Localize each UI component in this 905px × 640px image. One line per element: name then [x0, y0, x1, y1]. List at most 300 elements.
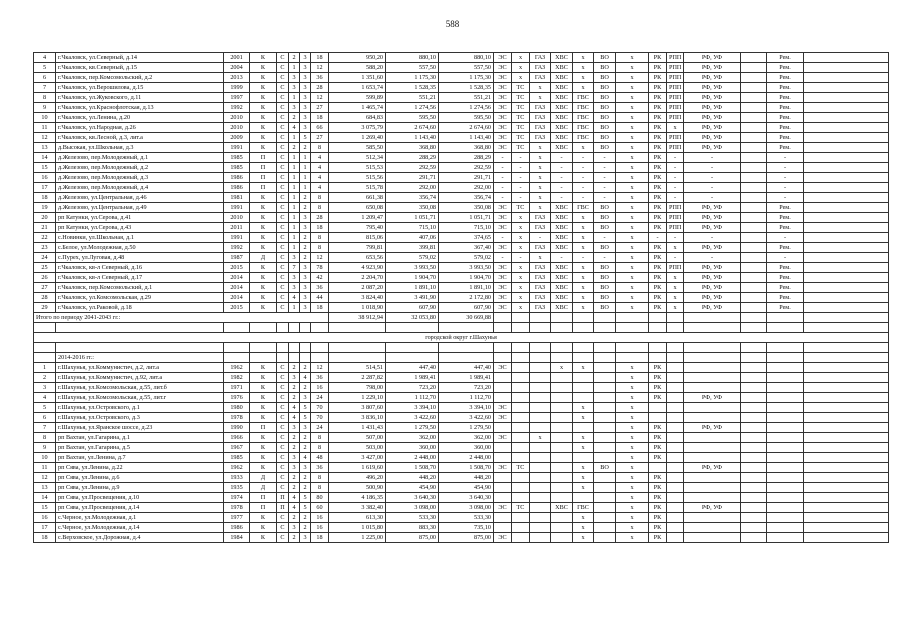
cell-sewer: ВО — [594, 113, 616, 123]
cell-cold-water: ХВС — [551, 233, 573, 243]
cell-apartments: 28 — [311, 83, 329, 93]
cell-sewer: ВО — [594, 243, 616, 253]
cell-wall-material: К — [250, 393, 277, 403]
cell-cold-water: - — [551, 193, 573, 203]
cell-waste: х — [616, 133, 649, 143]
cell-roof-type: С — [277, 443, 289, 453]
cell-cold-water — [551, 533, 573, 543]
cell-works-b: РФ, УФ — [684, 263, 741, 273]
cell-works-b: - — [684, 153, 741, 163]
cell-repair-type: РК — [649, 283, 667, 293]
cell-status — [767, 533, 804, 543]
cell-cold-water: ХВС — [551, 203, 573, 213]
cell-floors: 4 — [300, 373, 311, 383]
cell-address: рп Сява, ул.Просвещения, д.10 — [56, 493, 224, 503]
cell-works-a: РПП — [667, 113, 684, 123]
cell-roof-type: С — [277, 523, 289, 533]
cell-area-total: 500,90 — [329, 483, 386, 493]
cell-floors: 3 — [300, 263, 311, 273]
cell-floors: 3 — [300, 73, 311, 83]
cell-heat: ТС — [512, 113, 530, 123]
cell-gas — [530, 413, 551, 423]
cell-floors: 5 — [300, 493, 311, 503]
cell-gas: ГАЗ — [530, 293, 551, 303]
cell-heat: х — [512, 283, 530, 293]
cell-area-total: 512,34 — [329, 153, 386, 163]
cell-elec — [494, 453, 512, 463]
cell-waste: х — [616, 283, 649, 293]
cell-address: с.Новинки, ул.Школьная, д.1 — [56, 233, 224, 243]
cell-heat — [512, 483, 530, 493]
cell-elec: - — [494, 253, 512, 263]
cell-entrances: 7 — [289, 263, 300, 273]
cell-heat: х — [512, 293, 530, 303]
cell-heat — [512, 443, 530, 453]
cell-roof-type: С — [277, 533, 289, 543]
cell-works-a: РПП — [667, 73, 684, 83]
cell-year-built: 2014 — [224, 273, 250, 283]
cell-repair-type: РК — [649, 383, 667, 393]
cell-cold-water — [551, 443, 573, 453]
cell-note — [804, 143, 889, 153]
cell-wall-material: К — [250, 243, 277, 253]
cell-status: - — [767, 233, 804, 243]
cell-heat: ТС — [512, 93, 530, 103]
cell-hot-water: х — [573, 263, 594, 273]
cell-works-c — [741, 243, 767, 253]
cell-works-c — [741, 263, 767, 273]
cell-floors: 3 — [300, 103, 311, 113]
cell-sewer — [594, 533, 616, 543]
cell-area-residential: 1 112,70 — [439, 393, 494, 403]
table-row — [34, 53, 889, 63]
cell-year-built: 1991 — [224, 143, 250, 153]
cell-elec: ЭС — [494, 293, 512, 303]
cell-waste: х — [616, 93, 649, 103]
cell-entrances: 1 — [289, 243, 300, 253]
cell-works-a — [667, 463, 684, 473]
cell-works-c — [741, 183, 767, 193]
cell-heat — [512, 393, 530, 403]
cell-works-a — [667, 453, 684, 463]
cell-works-a: РПП — [667, 213, 684, 223]
cell-area-residential: 368,80 — [439, 143, 494, 153]
cell-elec: ЭС — [494, 73, 512, 83]
cell-elec: ЭС — [494, 113, 512, 123]
cell-area-living: 551,21 — [386, 93, 439, 103]
cell-cold-water: ХВС — [551, 103, 573, 113]
cell-entrances: 4 — [289, 123, 300, 133]
cell-heat — [512, 423, 530, 433]
cell-row-number: 20 — [34, 213, 56, 223]
cell-cold-water: ХВС — [551, 223, 573, 233]
cell-works-a: - — [667, 163, 684, 173]
cell-hot-water: х — [573, 273, 594, 283]
cell-entrances: 1 — [289, 213, 300, 223]
cell-heat: - — [512, 153, 530, 163]
cell-address: д.Железово, пер.Молодежный, д.3 — [56, 173, 224, 183]
cell-note — [804, 293, 889, 303]
cell-row-number: 11 — [34, 463, 56, 473]
cell-elec — [494, 473, 512, 483]
cell-floors: 5 — [300, 503, 311, 513]
cell-repair-type: РК — [649, 183, 667, 193]
cell-cold-water: ХВС — [551, 263, 573, 273]
cell-note — [804, 393, 889, 403]
cell-works-b: РФ, УФ — [684, 213, 741, 223]
cell-row-number: 21 — [34, 223, 56, 233]
cell-floors: 2 — [300, 203, 311, 213]
cell-note — [804, 53, 889, 63]
cell-cold-water — [551, 413, 573, 423]
cell-elec — [494, 393, 512, 403]
cell-works-c — [741, 393, 767, 403]
cell-area-total: 2 204,70 — [329, 273, 386, 283]
cell-sewer — [594, 453, 616, 463]
cell-address: с.Верховское, ул.Дорожная, д.4 — [56, 533, 224, 543]
cell-sewer — [594, 383, 616, 393]
cell-note — [804, 113, 889, 123]
cell-works-b — [684, 533, 741, 543]
cell-apartments: 42 — [311, 273, 329, 283]
cell-apartments: 66 — [311, 123, 329, 133]
cell-repair-type: РК — [649, 473, 667, 483]
cell-year-built: 1978 — [224, 503, 250, 513]
cell-floors: 3 — [300, 93, 311, 103]
cell-year-built: 1976 — [224, 393, 250, 403]
cell-elec — [494, 383, 512, 393]
cell-area-living: 3 422,60 — [386, 413, 439, 423]
cell-wall-material: К — [250, 533, 277, 543]
cell-heat: х — [512, 53, 530, 63]
cell-note — [804, 213, 889, 223]
cell-gas: ГАЗ — [530, 303, 551, 313]
cell-heat — [512, 473, 530, 483]
cell-entrances: 2 — [289, 393, 300, 403]
cell-sewer — [594, 523, 616, 533]
cell-apartments: 8 — [311, 203, 329, 213]
table-row — [34, 243, 889, 253]
cell-area-residential: 715,10 — [439, 223, 494, 233]
cell-address: г.Шахунья, ул.Островского, д.1 — [56, 403, 224, 413]
cell-status: Рем. — [767, 243, 804, 253]
cell-floors: 1 — [300, 183, 311, 193]
cell-wall-material: К — [250, 463, 277, 473]
cell-entrances: 2 — [289, 113, 300, 123]
cell-elec — [494, 423, 512, 433]
cell-note — [804, 273, 889, 283]
cell-row-number: 7 — [34, 423, 56, 433]
subtotal-label: Итого по периоду 2041-2043 гг.: — [34, 313, 329, 323]
cell-area-living: 1 112,70 — [386, 393, 439, 403]
cell-repair-type: РК — [649, 83, 667, 93]
cell-floors: 2 — [300, 483, 311, 493]
cell-area-living: 292,00 — [386, 183, 439, 193]
cell-sewer: - — [594, 173, 616, 183]
cell-elec: ЭС — [494, 413, 512, 423]
cell-repair-type: РК — [649, 123, 667, 133]
cell-repair-type: РК — [649, 513, 667, 523]
cell-waste: х — [616, 523, 649, 533]
table-row — [34, 293, 889, 303]
cell-waste: х — [616, 413, 649, 423]
cell-roof-type: С — [277, 243, 289, 253]
cell-sewer: - — [594, 163, 616, 173]
cell-status: - — [767, 163, 804, 173]
cell-entrances: 4 — [289, 293, 300, 303]
cell-row-number: 12 — [34, 133, 56, 143]
cell-row-number: 15 — [34, 503, 56, 513]
cell-apartments: 36 — [311, 463, 329, 473]
cell-works-a: х — [667, 243, 684, 253]
cell-wall-material: К — [250, 373, 277, 383]
cell-note — [804, 183, 889, 193]
cell-cold-water — [551, 393, 573, 403]
cell-works-c — [741, 153, 767, 163]
cell-works-c — [741, 293, 767, 303]
cell-area-living: 447,40 — [386, 363, 439, 373]
cell-year-built: 1991 — [224, 233, 250, 243]
cell-wall-material: К — [250, 523, 277, 533]
cell-waste: х — [616, 163, 649, 173]
cell-waste: х — [616, 303, 649, 313]
cell-year-built: 1990 — [224, 423, 250, 433]
cell-area-total: 507,00 — [329, 433, 386, 443]
cell-entrances: 1 — [289, 93, 300, 103]
cell-year-built: 1991 — [224, 203, 250, 213]
cell-repair-type: РК — [649, 53, 667, 63]
cell-area-residential: 1 279,50 — [439, 423, 494, 433]
cell-sewer — [594, 423, 616, 433]
cell-works-b — [684, 373, 741, 383]
cell-works-a: РПП — [667, 133, 684, 143]
cell-sewer — [594, 363, 616, 373]
cell-gas: х — [530, 203, 551, 213]
cell-year-built: 1978 — [224, 413, 250, 423]
cell-address: г.Шахунья, ул.Комсомольская, д.55, лит.г — [56, 393, 224, 403]
cell-status — [767, 443, 804, 453]
cell-waste: х — [616, 473, 649, 483]
cell-area-residential: 356,74 — [439, 193, 494, 203]
blank-row — [34, 323, 889, 333]
cell-works-a: РПП — [667, 63, 684, 73]
cell-year-built: 2014 — [224, 283, 250, 293]
cell-year-built: 2004 — [224, 63, 250, 73]
cell-area-residential: 292,59 — [439, 163, 494, 173]
cell-floors: 3 — [300, 273, 311, 283]
cell-sewer: ВО — [594, 53, 616, 63]
cell-entrances: 2 — [289, 433, 300, 443]
cell-area-total: 795,40 — [329, 223, 386, 233]
cell-note — [804, 283, 889, 293]
cell-elec: ЭС — [494, 223, 512, 233]
cell-heat: х — [512, 213, 530, 223]
cell-year-built: 2010 — [224, 113, 250, 123]
cell-floors: 3 — [300, 53, 311, 63]
cell-hot-water: х — [573, 533, 594, 543]
cell-heat — [512, 533, 530, 543]
cell-heat: х — [512, 243, 530, 253]
cell-works-b: РФ, УФ — [684, 133, 741, 143]
cell-note — [804, 413, 889, 423]
cell-note — [804, 83, 889, 93]
cell-wall-material: К — [250, 193, 277, 203]
cell-gas — [530, 443, 551, 453]
cell-area-living: 2 674,60 — [386, 123, 439, 133]
cell-repair-type — [649, 403, 667, 413]
cell-wall-material: К — [250, 403, 277, 413]
cell-row-number: 11 — [34, 123, 56, 133]
cell-works-c — [741, 423, 767, 433]
cell-works-a — [667, 403, 684, 413]
cell-cold-water — [551, 473, 573, 483]
cell-gas: х — [530, 163, 551, 173]
cell-row-number: 13 — [34, 483, 56, 493]
cell-floors: 2 — [300, 443, 311, 453]
cell-gas — [530, 513, 551, 523]
cell-roof-type: С — [277, 513, 289, 523]
cell-status: - — [767, 253, 804, 263]
cell-works-c — [741, 523, 767, 533]
cell-address: рп Катунки, ул.Серова, д.41 — [56, 213, 224, 223]
cell-sewer: - — [594, 153, 616, 163]
cell-hot-water — [573, 383, 594, 393]
cell-year-built: 1962 — [224, 463, 250, 473]
cell-repair-type: РК — [649, 293, 667, 303]
cell-repair-type: РК — [649, 443, 667, 453]
cell-sewer: - — [594, 183, 616, 193]
cell-works-c — [741, 533, 767, 543]
cell-area-total: 4 923,90 — [329, 263, 386, 273]
cell-waste: х — [616, 273, 649, 283]
cell-wall-material: К — [250, 363, 277, 373]
table-row — [34, 433, 889, 443]
cell-gas: ГАЗ — [530, 123, 551, 133]
cell-repair-type: РК — [649, 263, 667, 273]
cell-status: Рем. — [767, 143, 804, 153]
cell-waste: х — [616, 223, 649, 233]
cell-works-a: - — [667, 193, 684, 203]
cell-apartments: 36 — [311, 73, 329, 83]
cell-elec: ЭС — [494, 303, 512, 313]
cell-address: г.Шахунья, ул.Островского, д.3 — [56, 413, 224, 423]
cell-gas — [530, 393, 551, 403]
cell-hot-water — [573, 423, 594, 433]
cell-area-living: 883,30 — [386, 523, 439, 533]
cell-note — [804, 223, 889, 233]
cell-heat: ТС — [512, 463, 530, 473]
cell-area-living: 350,08 — [386, 203, 439, 213]
cell-heat — [512, 513, 530, 523]
cell-works-c — [741, 513, 767, 523]
cell-status: Рем. — [767, 303, 804, 313]
cell-works-c — [741, 233, 767, 243]
cell-roof-type: С — [277, 453, 289, 463]
cell-elec: ЭС — [494, 123, 512, 133]
cell-status — [767, 473, 804, 483]
cell-entrances: 3 — [289, 453, 300, 463]
cell-area-residential: 595,50 — [439, 113, 494, 123]
cell-sewer: ВО — [594, 133, 616, 143]
cell-roof-type: С — [277, 53, 289, 63]
cell-area-residential: 579,02 — [439, 253, 494, 263]
cell-works-c — [741, 363, 767, 373]
cell-apartments: 18 — [311, 303, 329, 313]
table-row — [34, 413, 889, 423]
table-row — [34, 263, 889, 273]
cell-hot-water: х — [573, 283, 594, 293]
cell-works-c — [741, 143, 767, 153]
cell-note — [804, 73, 889, 83]
cell-floors: 3 — [300, 123, 311, 133]
table-row — [34, 393, 889, 403]
cell-works-b: РФ, УФ — [684, 283, 741, 293]
cell-status — [767, 433, 804, 443]
cell-works-b: РФ, УФ — [684, 53, 741, 63]
cell-wall-material: К — [250, 213, 277, 223]
cell-floors: 2 — [300, 233, 311, 243]
cell-sewer: ВО — [594, 263, 616, 273]
cell-entrances: 1 — [289, 163, 300, 173]
cell-works-b — [684, 453, 741, 463]
table-row — [34, 183, 889, 193]
cell-area-total: 3 427,00 — [329, 453, 386, 463]
cell-area-total: 650,08 — [329, 203, 386, 213]
cell-apartments: 78 — [311, 263, 329, 273]
cell-waste: х — [616, 393, 649, 403]
cell-area-residential: 1 904,70 — [439, 273, 494, 283]
cell-gas: х — [530, 143, 551, 153]
cell-works-b: - — [684, 233, 741, 243]
cell-works-c — [741, 163, 767, 173]
cell-wall-material: К — [250, 223, 277, 233]
cell-roof-type: С — [277, 173, 289, 183]
cell-address: г.Чкаловск, пер.Комсомольский, д.2 — [56, 73, 224, 83]
cell-cold-water — [551, 453, 573, 463]
cell-entrances: 3 — [289, 373, 300, 383]
cell-waste: х — [616, 83, 649, 93]
cell-waste: х — [616, 363, 649, 373]
cell-row-number: 13 — [34, 143, 56, 153]
cell-waste: х — [616, 383, 649, 393]
cell-entrances: 3 — [289, 423, 300, 433]
cell-floors: 5 — [300, 133, 311, 143]
cell-year-built: 1999 — [224, 83, 250, 93]
cell-sewer — [594, 413, 616, 423]
cell-waste: х — [616, 263, 649, 273]
cell-works-a: х — [667, 293, 684, 303]
cell-elec — [494, 523, 512, 533]
cell-works-b: - — [684, 173, 741, 183]
cell-area-living: 3 098,00 — [386, 503, 439, 513]
cell-entrances: 3 — [289, 73, 300, 83]
cell-elec: ЭС — [494, 83, 512, 93]
cell-year-built: 1982 — [224, 373, 250, 383]
cell-gas: ГАЗ — [530, 103, 551, 113]
table-row — [34, 383, 889, 393]
cell-row-number: 14 — [34, 493, 56, 503]
cell-status — [767, 523, 804, 533]
cell-apartments: 28 — [311, 213, 329, 223]
cell-area-residential: 350,08 — [439, 203, 494, 213]
cell-works-c — [741, 113, 767, 123]
cell-floors: 2 — [300, 193, 311, 203]
cell-address: д.Железово, ул.Центральная, д.46 — [56, 193, 224, 203]
cell-works-c — [741, 93, 767, 103]
cell-cold-water — [551, 373, 573, 383]
cell-repair-type: РК — [649, 173, 667, 183]
cell-elec: - — [494, 153, 512, 163]
